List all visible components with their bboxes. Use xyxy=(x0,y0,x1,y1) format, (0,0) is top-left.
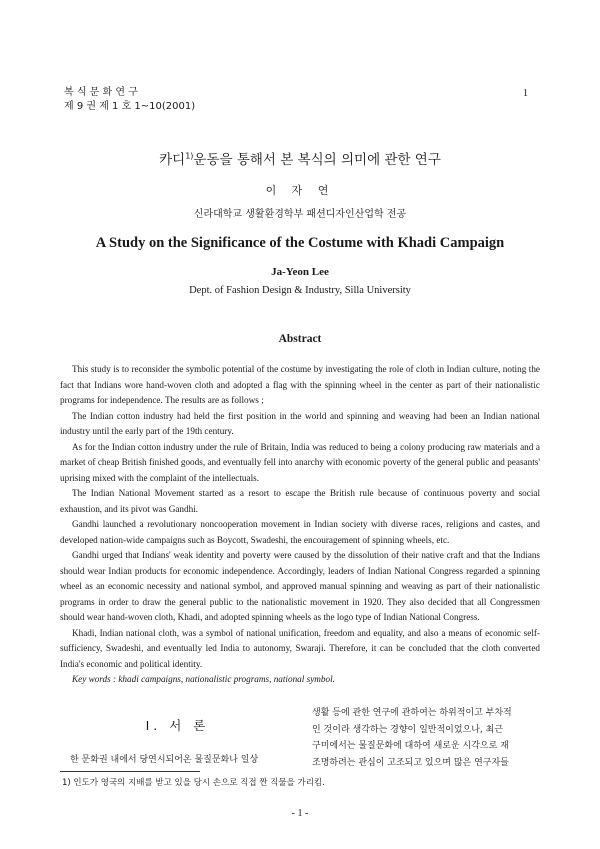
abstract-body xyxy=(60,362,540,688)
english-title: A Study on the Significance of the Costume with Khadi Campaign xyxy=(95,235,505,251)
journal-name: 복 식 문 화 연 구 xyxy=(64,87,138,98)
korean-title xyxy=(0,148,600,168)
title-footnote-marker: 1) xyxy=(185,151,194,161)
korean-title-part2: 운동을 통해서 본 복식의 의미에 관한 연구 xyxy=(193,152,441,168)
footnote-divider xyxy=(60,771,200,772)
korean-affiliation: 신라대학교 생활환경학부 패션디자인산업학 전공 xyxy=(193,209,407,220)
right-column-line: 구미에서는 물질문화에 대하여 새로운 시각으로 재 xyxy=(312,741,509,751)
right-column-line: 인 것이라 생각하는 경향이 일반적이었으나, 최근 xyxy=(312,724,504,735)
abstract-paragraph: Khadi, Indian national cloth, was a symbol of national unification, freedom and equality, and also a means of economic self-sufficiency, Swadeshi, and eventually led India to autonomy, Swaraji. Therefore, it can be concluded that the cloth converted India's economic and political identity. xyxy=(60,627,540,669)
keywords: Key words : khadi campaigns, nationalistic programs, national symbol. xyxy=(72,674,335,684)
abstract-paragraph: Gandhi launched a revolutionary noncooperation movement in Indian society with diverse races, religions and castes, and developed nation-wide campaigns such as Boycott, Swadeshi, the encouragement of spinning wheels, etc. xyxy=(60,519,540,545)
left-column-text: 한 문화권 내에서 당연시되어온 물질문화나 일상 xyxy=(70,755,259,765)
abstract-paragraph: As for the Indian cotton industry under the rule of Britain, India was reduced to being a colony producing raw materials and a market of cheap British finished goods, and eventually fell into anarchy with economic poverty of the general public and peasants' uprising mixed with the complaint of the intellectuals. xyxy=(60,441,540,483)
korean-author-name: 이 자 연 xyxy=(265,184,335,197)
abstract-heading: Abstract xyxy=(278,333,322,345)
english-author-name: Ja-Yeon Lee xyxy=(271,266,329,278)
right-column-line: 생활 등에 관한 연구에 관하여는 하위적이고 부차적 xyxy=(312,708,512,718)
journal-header xyxy=(64,86,195,114)
right-column-text xyxy=(312,705,540,771)
abstract-paragraph: The Indian National Movement started as a resort to escape the British rule because of continuous poverty and social exhaustion, and its pivot was Gandhi. xyxy=(60,488,540,514)
page-footer-number: - 1 - xyxy=(291,808,309,819)
right-column-line: 조명하려는 관심이 고조되고 있으며 많은 연구자들 xyxy=(312,757,509,768)
english-affiliation: Dept. of Fashion Design & Industry, Silla University xyxy=(189,285,411,296)
page-number: 1 xyxy=(523,88,528,99)
abstract-paragraph: This study is to reconsider the symbolic potential of the costume by investigating the role of cloth in Indian culture, noting the fact that Indians wore hand-woven cloth and adopted a flag with the spinning wheel in the center as part of their nationalistic programs for independence. The results are as follows ; xyxy=(60,364,540,405)
abstract-paragraph: Gandhi urged that Indians' weak identity and poverty were caused by the dissolution of their native craft and that the Indians should wear Indian products for economic independence. Accordingly, leaders of Indian National Congress regarded a spinning wheel as an economic necessity and national symbol, and approved manual spinning and weaving as part of their nationalistic programs in order to draw the general public to the nationalistic movement in 1920. They also decided that all Congressmen should wear hand-woven cloth, Khadi, and adopted spinning wheels as the logo type of Indian National Congress. xyxy=(60,550,540,622)
abstract-paragraph: The Indian cotton industry had held the first position in the world and spinning and weaving had been an Indian national industry until the early part of the 19th century. xyxy=(60,410,540,436)
korean-title-part1: 카디 xyxy=(159,152,186,168)
footnote: 1) 인도가 영국의 지배를 받고 있을 당시 손으로 직접 짠 직물을 가리킴. xyxy=(62,778,325,788)
volume-info: 제 9 권 제 1 호 1~10(2001) xyxy=(64,101,196,112)
section-heading-introduction: Ⅰ. 서 론 xyxy=(145,718,210,733)
